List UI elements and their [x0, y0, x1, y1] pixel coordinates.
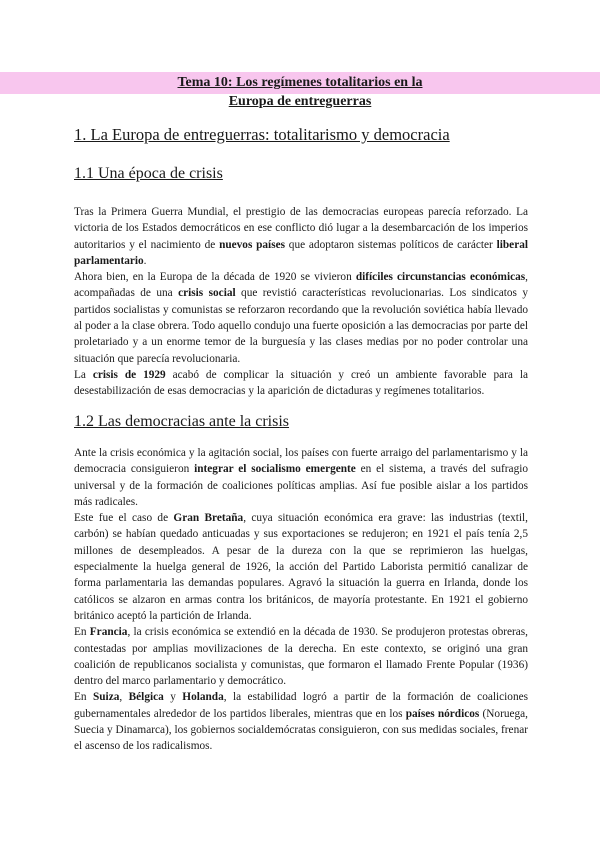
section-1-2-body [74, 445, 528, 755]
page-title-line2: Europa de entreguerras [228, 94, 372, 109]
paragraph: En Francia, la crisis económica se extendió en la década de 1930. Se produjeron protestas obreras, contestadas por amplias movilizaciones de la derecha. En este contexto, se originó una gran coalición de republicanos socialista y comunistas, que formaron el llamado Frente Popular (1936) dentro del marco parlamentario y democrático. [74, 626, 528, 688]
section-1-1-body [74, 204, 528, 400]
paragraph: Este fue el caso de Gran Bretaña, cuya situación económica era grave: las industrias (textil, carbón) se habían quedado anticuadas y sus exportaciones se redujeron; en 1921 el país tenía 2,5 millones de desempleados. A pesar de la dureza con la que se reprimieron las huelgas, especialmente la huelga general de 1926, la acción del Partido Laborista permitió canalizar de forma parlamentaria las demandas populares. Agravó la situación la guerra en Irlanda, donde los católicos se alzaron en armas contra los británicos, de mayoría protestante. En 1921 el gobierno británico aceptó la partición de Irlanda. [74, 512, 528, 622]
section-1-1-heading: 1.1 Una época de crisis [74, 165, 223, 182]
heading-1: 1. La Europa de entreguerras: totalitarismo y democracia [74, 125, 450, 144]
paragraph: Ahora bien, en la Europa de la década de 1920 se vivieron difíciles circunstancias económicas, acompañadas de una crisis social que revistió características revolucionarias. Los sindicatos y partidos socialistas y comunistas se reforzaron recordando que la revolución soviética había llevado al poder a la clase obrera. Todo aquello condujo una fuerte oposición a las democracias por parte del proletariado y a un enorme temor de la burguesía y las clases medias por no poder controlar una situación que parecía revolucionaria. [74, 271, 529, 365]
paragraph: En Suiza, Bélgica y Holanda, la estabilidad logró a partir de la formación de coaliciones gubernamentales alrededor de los partidos liberales, mientras que en los países nórdicos (Noruega, Suecia y Dinamarca), los gobiernos socialdemócratas consiguieron, con sus medidas sociales, frenar el ascenso de los radicalismos. [74, 691, 528, 753]
page-title: Tema 10: Los regímenes totalitarios en la [177, 75, 423, 90]
paragraph: La crisis de 1929 acabó de complicar la situación y creó un ambiente favorable para la desestabilización de esas democracias y la aparición de dictaduras y regímenes totalitarios. [74, 368, 529, 398]
paragraph: Tras la Primera Guerra Mundial, el prestigio de las democracias europeas parecía reforzado. La victoria de los Estados democráticos en ese conflicto dió lugar a la desembarcación de los imperios autoritarios y el nacimiento de nuevos países que adoptaron sistemas políticos de carácter liberal parlamentario. [74, 206, 529, 267]
paragraph: Ante la crisis económica y la agitación social, los países con fuerte arraigo del parlamentarismo y la democracia consiguieron integrar el socialismo emergente en el sistema, a través del sufragio universal y de la formación de coaliciones políticas amplias. Así fue posible aislar a los partidos más radicales. [74, 447, 529, 508]
section-1-2-heading: 1.2 Las democracias ante la crisis [74, 413, 290, 430]
